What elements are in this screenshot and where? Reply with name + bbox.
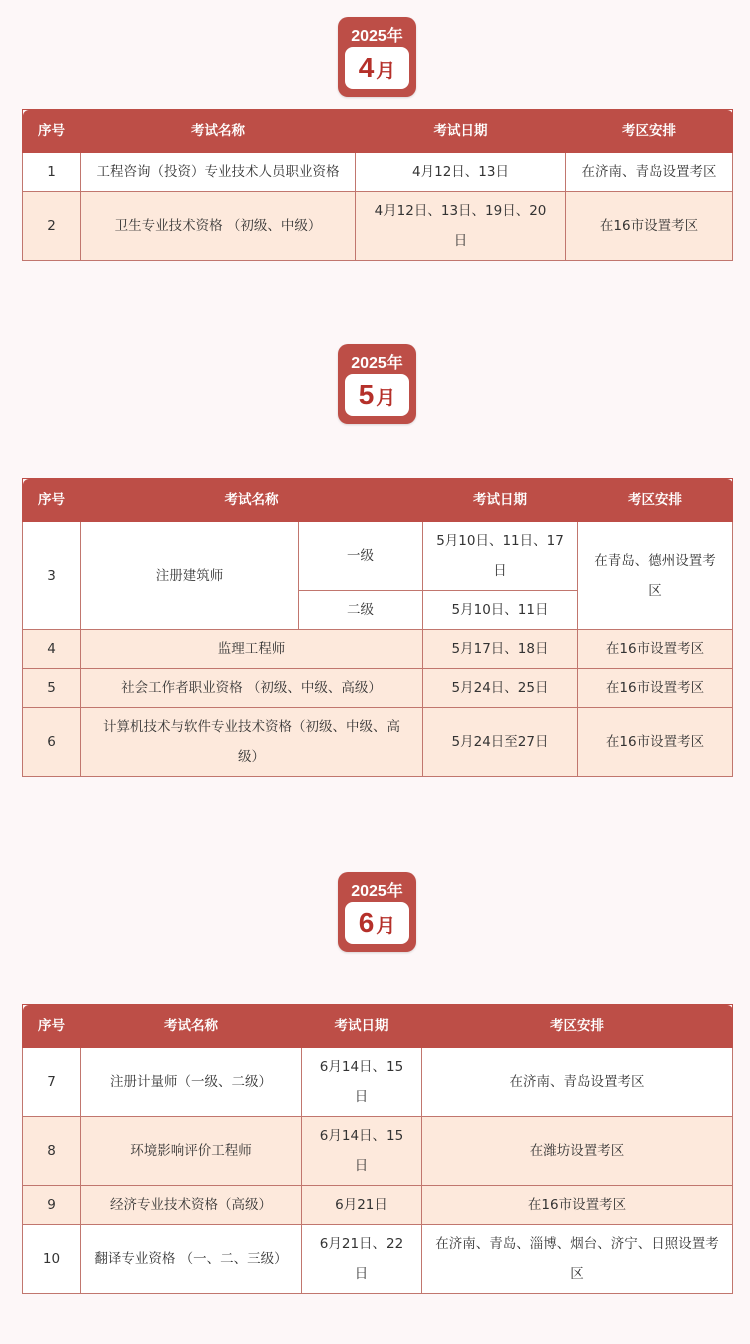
badge-month-unit: 月 [376, 387, 396, 409]
table-header [23, 1005, 733, 1048]
header-no: 序号 [23, 479, 81, 522]
row-date: 5月10日、11日 [423, 591, 578, 630]
row-date: 6月21日 [302, 1186, 422, 1225]
table-row [23, 1225, 733, 1294]
header-date: 考试日期 [302, 1005, 422, 1048]
table-row [23, 669, 733, 708]
row-level: 二级 [299, 591, 423, 630]
header-date: 考试日期 [356, 110, 566, 153]
table-row [23, 1186, 733, 1225]
badge-year: 2025年 [351, 28, 403, 45]
row-no: 10 [23, 1225, 81, 1294]
row-no: 5 [23, 669, 81, 708]
header-area: 考区安排 [422, 1005, 733, 1048]
row-name: 卫生专业技术资格 （初级、中级） [81, 192, 356, 261]
row-no: 2 [23, 192, 81, 261]
header-no: 序号 [23, 110, 81, 153]
table-row [23, 630, 733, 669]
badge-month-number: 4 [358, 52, 375, 83]
row-area: 在青岛、德州设置考区 [578, 522, 733, 630]
badge-month [345, 902, 409, 944]
row-level: 一级 [299, 522, 423, 591]
row-name: 环境影响评价工程师 [81, 1117, 302, 1186]
row-no: 6 [23, 708, 81, 777]
header-no: 序号 [23, 1005, 81, 1048]
exam-table-june [22, 1004, 733, 1294]
header-area: 考区安排 [566, 110, 733, 153]
table-row [23, 522, 733, 591]
row-area: 在16市设置考区 [578, 708, 733, 777]
row-no: 3 [23, 522, 81, 630]
month-badge-may [338, 344, 416, 424]
badge-month-number: 6 [358, 907, 375, 938]
table-row [23, 1117, 733, 1186]
row-date: 4月12日、13日、19日、20日 [356, 192, 566, 261]
badge-year: 2025年 [351, 355, 403, 372]
row-name: 社会工作者职业资格 （初级、中级、高级） [81, 669, 423, 708]
badge-month [345, 47, 409, 89]
badge-month [345, 374, 409, 416]
table-row [23, 708, 733, 777]
row-no: 8 [23, 1117, 81, 1186]
row-area: 在16市设置考区 [578, 630, 733, 669]
table-header [23, 110, 733, 153]
row-no: 7 [23, 1048, 81, 1117]
table-row [23, 153, 733, 192]
row-date: 6月21日、22日 [302, 1225, 422, 1294]
row-no: 9 [23, 1186, 81, 1225]
row-name: 注册建筑师 [81, 522, 299, 630]
row-area: 在16市设置考区 [422, 1186, 733, 1225]
row-date: 5月24日、25日 [423, 669, 578, 708]
row-date: 5月17日、18日 [423, 630, 578, 669]
row-date: 5月24日至27日 [423, 708, 578, 777]
row-date: 6月14日、15日 [302, 1048, 422, 1117]
month-badge-april [338, 17, 416, 97]
table-row [23, 1048, 733, 1117]
row-name: 监理工程师 [81, 630, 423, 669]
row-date: 4月12日、13日 [356, 153, 566, 192]
header-area: 考区安排 [578, 479, 733, 522]
row-area: 在16市设置考区 [566, 192, 733, 261]
exam-table-may [22, 478, 733, 777]
badge-month-unit: 月 [376, 60, 396, 82]
row-area: 在16市设置考区 [578, 669, 733, 708]
row-area: 在济南、青岛、淄博、烟台、济宁、日照设置考区 [422, 1225, 733, 1294]
header-date: 考试日期 [423, 479, 578, 522]
row-area: 在济南、青岛设置考区 [422, 1048, 733, 1117]
badge-year: 2025年 [351, 883, 403, 900]
table-header [23, 479, 733, 522]
badge-month-number: 5 [358, 379, 375, 410]
row-name: 计算机技术与软件专业技术资格（初级、中级、高级） [81, 708, 423, 777]
row-no: 1 [23, 153, 81, 192]
month-badge-june [338, 872, 416, 952]
row-name: 注册计量师（一级、二级） [81, 1048, 302, 1117]
row-no: 4 [23, 630, 81, 669]
header-name: 考试名称 [81, 479, 423, 522]
header-name: 考试名称 [81, 110, 356, 153]
table-row [23, 192, 733, 261]
row-name: 经济专业技术资格（高级） [81, 1186, 302, 1225]
row-name: 翻译专业资格 （一、二、三级） [81, 1225, 302, 1294]
row-area: 在济南、青岛设置考区 [566, 153, 733, 192]
row-date: 5月10日、11日、17日 [423, 522, 578, 591]
row-area: 在潍坊设置考区 [422, 1117, 733, 1186]
badge-month-unit: 月 [376, 915, 396, 937]
row-date: 6月14日、15日 [302, 1117, 422, 1186]
exam-table-april [22, 109, 733, 261]
header-name: 考试名称 [81, 1005, 302, 1048]
row-name: 工程咨询（投资）专业技术人员职业资格 [81, 153, 356, 192]
